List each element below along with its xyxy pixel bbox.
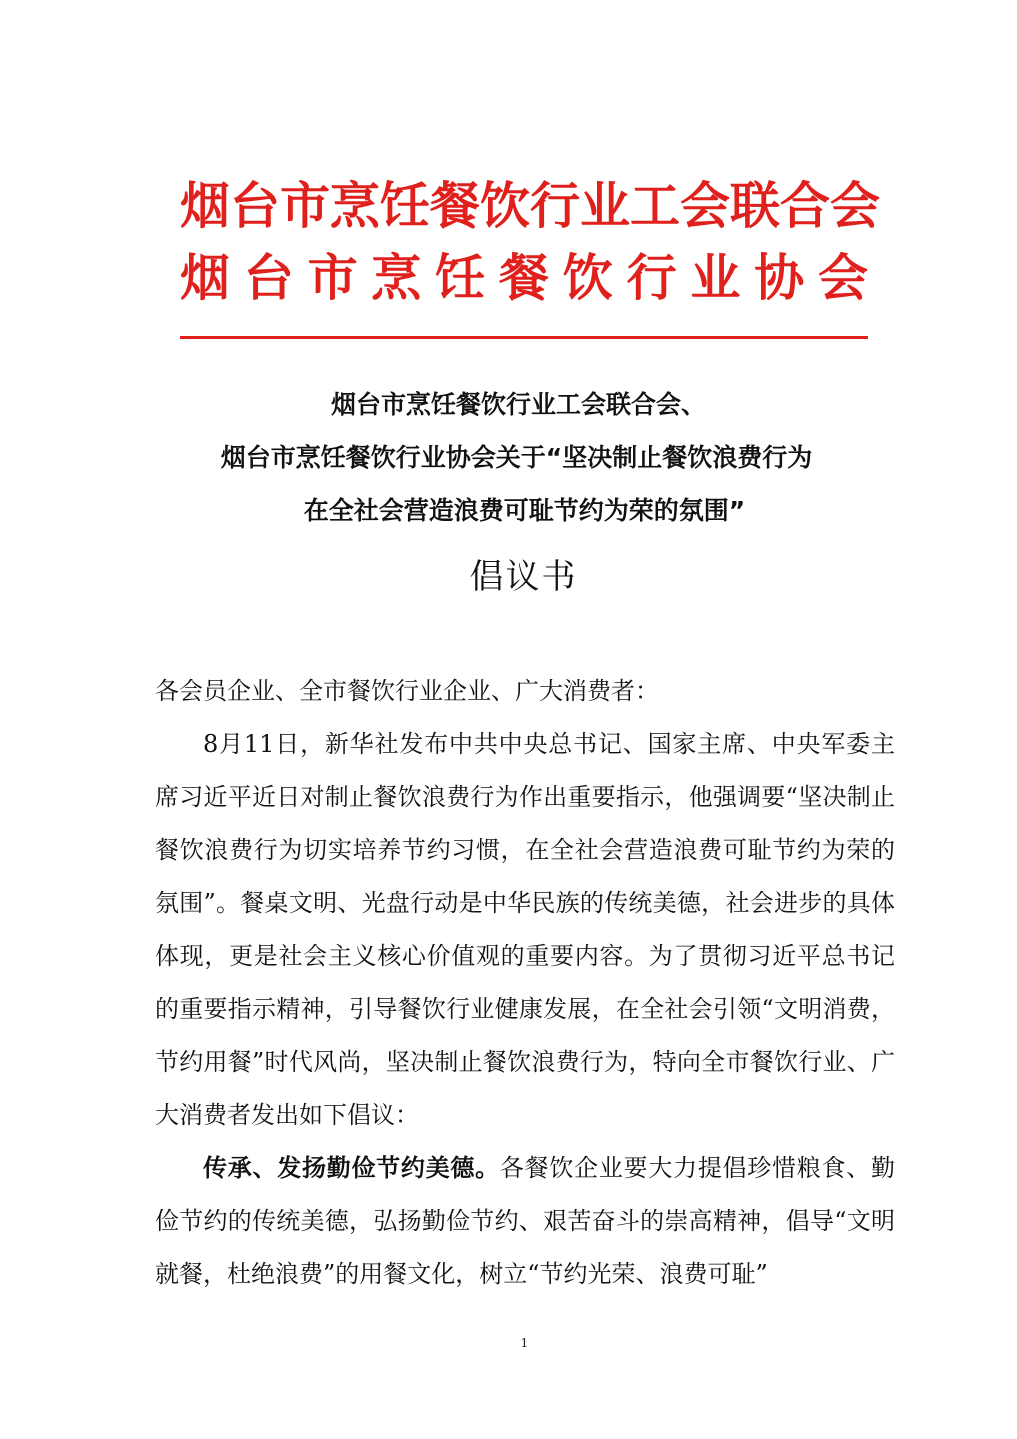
header-divider — [180, 336, 868, 339]
title-line-3: 在全社会营造浪费可耻节约为荣的氛围” — [303, 496, 746, 525]
paragraph-2-heading: 传承、发扬勤俭节约美德。 — [203, 1154, 500, 1182]
paragraph-1: 8月11日，新华社发布中共中央总书记、国家主席、中央军委主席习近平近日对制止餐饮浪费行为作出重要指示，他强调要“坚决制止餐饮浪费行为切实培养节约习惯，在全社会营造浪费可耻节约为荣的氛围”。餐桌文明、光盘行动是中华民族的传统美德，社会进步的具体体现，更是社会主义核心价值观的重要内容。为了贯彻习近平总书记的重要指示精神，引导餐饮行业健康发展，在全社会引领“文明消费，节约用餐”时代风尚，坚决制止餐饮浪费行为，特向全市餐饮行业、广大消费者发出如下倡议： — [155, 730, 895, 1129]
salutation: 各会员企业、全市餐饮行业企业、广大消费者： — [155, 677, 659, 705]
header-org-name-2: 烟台市烹饪餐饮行业协会 — [180, 249, 868, 307]
document-type-title: 倡议书 — [469, 557, 578, 597]
header-org-name-1: 烟台市烹饪餐饮行业工会联合会 — [180, 177, 880, 235]
page-number: 1 — [520, 1336, 529, 1350]
title-line-2: 烟台市烹饪餐饮行业协会关于“坚决制止餐饮浪费行为 — [220, 443, 813, 472]
paragraph-2 — [155, 1142, 895, 1301]
paragraph-2-text: 各餐饮企业要大力提倡珍惜粮食、勤俭节约的传统美德，弘扬勤俭节约、艰苦奋斗的崇高精神，倡导“文明就餐，杜绝浪费”的用餐文化，树立“节约光荣、浪费可耻” — [155, 1154, 896, 1288]
title-line-1: 烟台市烹饪餐饮行业工会联合会、 — [330, 390, 706, 419]
document-body — [155, 665, 895, 1301]
